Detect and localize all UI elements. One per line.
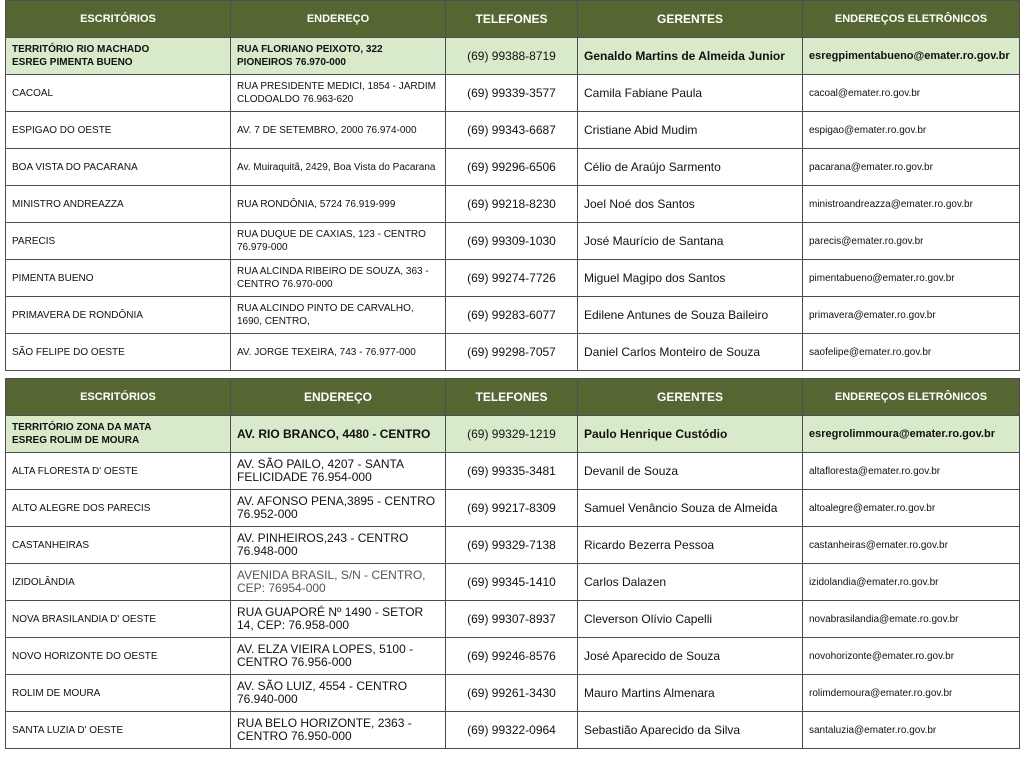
office-phone: (69) 99335-3481 bbox=[446, 453, 578, 490]
office-address: AV. 7 DE SETEMBRO, 2000 76.974-000 bbox=[231, 112, 446, 149]
office-name: MINISTRO ANDREAZZA bbox=[6, 186, 231, 223]
office-manager: Devanil de Souza bbox=[578, 453, 803, 490]
table-row bbox=[6, 527, 1020, 564]
table-row bbox=[6, 112, 1020, 149]
office-manager: José Maurício de Santana bbox=[578, 223, 803, 260]
office-phone: (69) 99329-7138 bbox=[446, 527, 578, 564]
table-row bbox=[6, 490, 1020, 527]
territory-name: TERRITÓRIO RIO MACHADO bbox=[12, 44, 150, 55]
office-name: PRIMAVERA DE RONDÔNIA bbox=[6, 297, 231, 334]
office-phone: (69) 99217-8309 bbox=[446, 490, 578, 527]
office-name: NOVO HORIZONTE DO OESTE bbox=[6, 638, 231, 675]
office-name: PARECIS bbox=[6, 223, 231, 260]
office-phone: (69) 99296-6506 bbox=[446, 149, 578, 186]
table-row bbox=[6, 149, 1020, 186]
office-email: rolimdemoura@emater.ro.gov.br bbox=[803, 675, 1020, 712]
header-managers: GERENTES bbox=[578, 1, 803, 38]
table-row bbox=[6, 638, 1020, 675]
header-address: ENDEREÇO bbox=[231, 379, 446, 416]
table-header-row bbox=[6, 379, 1020, 416]
territory-manager: Paulo Henrique Custódio bbox=[578, 416, 803, 453]
territory-row bbox=[6, 38, 1020, 75]
office-rows bbox=[6, 75, 1020, 371]
table-row bbox=[6, 297, 1020, 334]
office-address: AV. SÃO LUIZ, 4554 - CENTRO 76.940-000 bbox=[231, 675, 446, 712]
territory-address: RUA FLORIANO PEIXOTO, 322 PIONEIROS 76.970-000 bbox=[231, 38, 446, 75]
office-address: RUA ALCINDA RIBEIRO DE SOUZA, 363 - CENTRO 76.970-000 bbox=[231, 260, 446, 297]
table-row bbox=[6, 564, 1020, 601]
office-manager: Camila Fabiane Paula bbox=[578, 75, 803, 112]
office-email: castanheiras@emater.ro.gov.br bbox=[803, 527, 1020, 564]
office-manager: Cleverson Olívio Capelli bbox=[578, 601, 803, 638]
office-email: saofelipe@emater.ro.gov.br bbox=[803, 334, 1020, 371]
office-name: ESPIGAO DO OESTE bbox=[6, 112, 231, 149]
office-name: ALTO ALEGRE DOS PARECIS bbox=[6, 490, 231, 527]
table-row bbox=[6, 712, 1020, 749]
office-name: IZIDOLÂNDIA bbox=[6, 564, 231, 601]
office-address: RUA ALCINDO PINTO DE CARVALHO, 1690, CENTRO, bbox=[231, 297, 446, 334]
office-phone: (69) 99246-8576 bbox=[446, 638, 578, 675]
office-manager: Miguel Magipo dos Santos bbox=[578, 260, 803, 297]
office-phone: (69) 99274-7726 bbox=[446, 260, 578, 297]
territory-email: esregpimentabueno@emater.ro.gov.br bbox=[803, 38, 1020, 75]
office-manager: Carlos Dalazen bbox=[578, 564, 803, 601]
header-emails: ENDEREÇOS ELETRÔNICOS bbox=[803, 1, 1020, 38]
office-name: PIMENTA BUENO bbox=[6, 260, 231, 297]
regional-office-name: ESREG ROLIM DE MOURA bbox=[12, 435, 140, 446]
office-name: BOA VISTA DO PACARANA bbox=[6, 149, 231, 186]
office-name: NOVA BRASILANDIA D' OESTE bbox=[6, 601, 231, 638]
office-manager: Cristiane Abid Mudim bbox=[578, 112, 803, 149]
header-address: ENDEREÇO bbox=[231, 1, 446, 38]
office-email: parecis@emater.ro.gov.br bbox=[803, 223, 1020, 260]
office-manager: Samuel Venâncio Souza de Almeida bbox=[578, 490, 803, 527]
office-manager: Mauro Martins Almenara bbox=[578, 675, 803, 712]
office-manager: Célio de Araújo Sarmento bbox=[578, 149, 803, 186]
table-row bbox=[6, 223, 1020, 260]
office-phone: (69) 99343-6687 bbox=[446, 112, 578, 149]
table-row bbox=[6, 75, 1020, 112]
territory-row bbox=[6, 416, 1020, 453]
office-email: santaluzia@emater.ro.gov.br bbox=[803, 712, 1020, 749]
office-manager: Edilene Antunes de Souza Baileiro bbox=[578, 297, 803, 334]
header-phones: TELEFONES bbox=[446, 1, 578, 38]
table-row bbox=[6, 186, 1020, 223]
table-row bbox=[6, 675, 1020, 712]
header-phones: TELEFONES bbox=[446, 379, 578, 416]
office-rows bbox=[6, 453, 1020, 749]
territory-office bbox=[6, 38, 231, 75]
office-email: ministroandreazza@emater.ro.gov.br bbox=[803, 186, 1020, 223]
office-name: SÃO FELIPE DO OESTE bbox=[6, 334, 231, 371]
territory-name: TERRITÓRIO ZONA DA MATA bbox=[12, 422, 152, 433]
offices-table-rio-machado bbox=[5, 0, 1020, 371]
office-name: ROLIM DE MOURA bbox=[6, 675, 231, 712]
office-email: cacoal@emater.ro.gov.br bbox=[803, 75, 1020, 112]
office-manager: Sebastião Aparecido da Silva bbox=[578, 712, 803, 749]
office-address: RUA PRESIDENTE MEDICI, 1854 - JARDIM CLODOALDO 76.963-620 bbox=[231, 75, 446, 112]
office-email: novohorizonte@emater.ro.gov.br bbox=[803, 638, 1020, 675]
territory-address: AV. RIO BRANCO, 4480 - CENTRO bbox=[231, 416, 446, 453]
office-address: AV. SÃO PAILO, 4207 - SANTA FELICIDADE 76.954-000 bbox=[231, 453, 446, 490]
office-email: pacarana@emater.ro.gov.br bbox=[803, 149, 1020, 186]
office-manager: José Aparecido de Souza bbox=[578, 638, 803, 675]
territory-phone: (69) 99329-1219 bbox=[446, 416, 578, 453]
office-email: altoalegre@emater.ro.gov.br bbox=[803, 490, 1020, 527]
office-name: SANTA LUZIA D' OESTE bbox=[6, 712, 231, 749]
territory-office bbox=[6, 416, 231, 453]
office-phone: (69) 99218-8230 bbox=[446, 186, 578, 223]
header-offices: ESCRITÓRIOS bbox=[6, 1, 231, 38]
table-row bbox=[6, 601, 1020, 638]
office-phone: (69) 99261-3430 bbox=[446, 675, 578, 712]
header-emails: ENDEREÇOS ELETRÔNICOS bbox=[803, 379, 1020, 416]
office-address: AV. ELZA VIEIRA LOPES, 5100 - CENTRO 76.956-000 bbox=[231, 638, 446, 675]
office-address: RUA GUAPORÉ Nº 1490 - SETOR 14, CEP: 76.958-000 bbox=[231, 601, 446, 638]
office-phone: (69) 99283-6077 bbox=[446, 297, 578, 334]
office-email: pimentabueno@emater.ro.gov.br bbox=[803, 260, 1020, 297]
office-address: AVENIDA BRASIL, S/N - CENTRO, CEP: 76954-000 bbox=[231, 564, 446, 601]
table-row bbox=[6, 260, 1020, 297]
office-phone: (69) 99307-8937 bbox=[446, 601, 578, 638]
office-phone: (69) 99298-7057 bbox=[446, 334, 578, 371]
office-address: RUA DUQUE DE CAXIAS, 123 - CENTRO 76.979-000 bbox=[231, 223, 446, 260]
header-managers: GERENTES bbox=[578, 379, 803, 416]
office-manager: Daniel Carlos Monteiro de Souza bbox=[578, 334, 803, 371]
office-email: primavera@emater.ro.gov.br bbox=[803, 297, 1020, 334]
office-address: AV. PINHEIROS,243 - CENTRO 76.948-000 bbox=[231, 527, 446, 564]
office-name: CACOAL bbox=[6, 75, 231, 112]
office-email: novabrasilandia@emate.ro.gov.br bbox=[803, 601, 1020, 638]
offices-table-zona-da-mata bbox=[5, 378, 1020, 749]
office-email: izidolandia@emater.ro.gov.br bbox=[803, 564, 1020, 601]
territory-manager: Genaldo Martins de Almeida Junior bbox=[578, 38, 803, 75]
table-row bbox=[6, 334, 1020, 371]
office-manager: Joel Noé dos Santos bbox=[578, 186, 803, 223]
regional-office-name: ESREG PIMENTA BUENO bbox=[12, 57, 133, 68]
office-name: ALTA FLORESTA D' OESTE bbox=[6, 453, 231, 490]
office-address: AV. AFONSO PENA,3895 - CENTRO 76.952-000 bbox=[231, 490, 446, 527]
territory-email: esregrolimmoura@emater.ro.gov.br bbox=[803, 416, 1020, 453]
table-header-row bbox=[6, 1, 1020, 38]
office-name: CASTANHEIRAS bbox=[6, 527, 231, 564]
header-offices: ESCRITÓRIOS bbox=[6, 379, 231, 416]
office-manager: Ricardo Bezerra Pessoa bbox=[578, 527, 803, 564]
office-email: altafloresta@emater.ro.gov.br bbox=[803, 453, 1020, 490]
office-address: AV. JORGE TEXEIRA, 743 - 76.977-000 bbox=[231, 334, 446, 371]
office-phone: (69) 99309-1030 bbox=[446, 223, 578, 260]
office-address: Av. Muiraquitã, 2429, Boa Vista do Pacarana bbox=[231, 149, 446, 186]
office-address: RUA BELO HORIZONTE, 2363 - CENTRO 76.950-000 bbox=[231, 712, 446, 749]
office-address: RUA RONDÔNIA, 5724 76.919-999 bbox=[231, 186, 446, 223]
office-phone: (69) 99339-3577 bbox=[446, 75, 578, 112]
territory-phone: (69) 99388-8719 bbox=[446, 38, 578, 75]
office-phone: (69) 99345-1410 bbox=[446, 564, 578, 601]
office-phone: (69) 99322-0964 bbox=[446, 712, 578, 749]
table-row bbox=[6, 453, 1020, 490]
office-email: espigao@emater.ro.gov.br bbox=[803, 112, 1020, 149]
